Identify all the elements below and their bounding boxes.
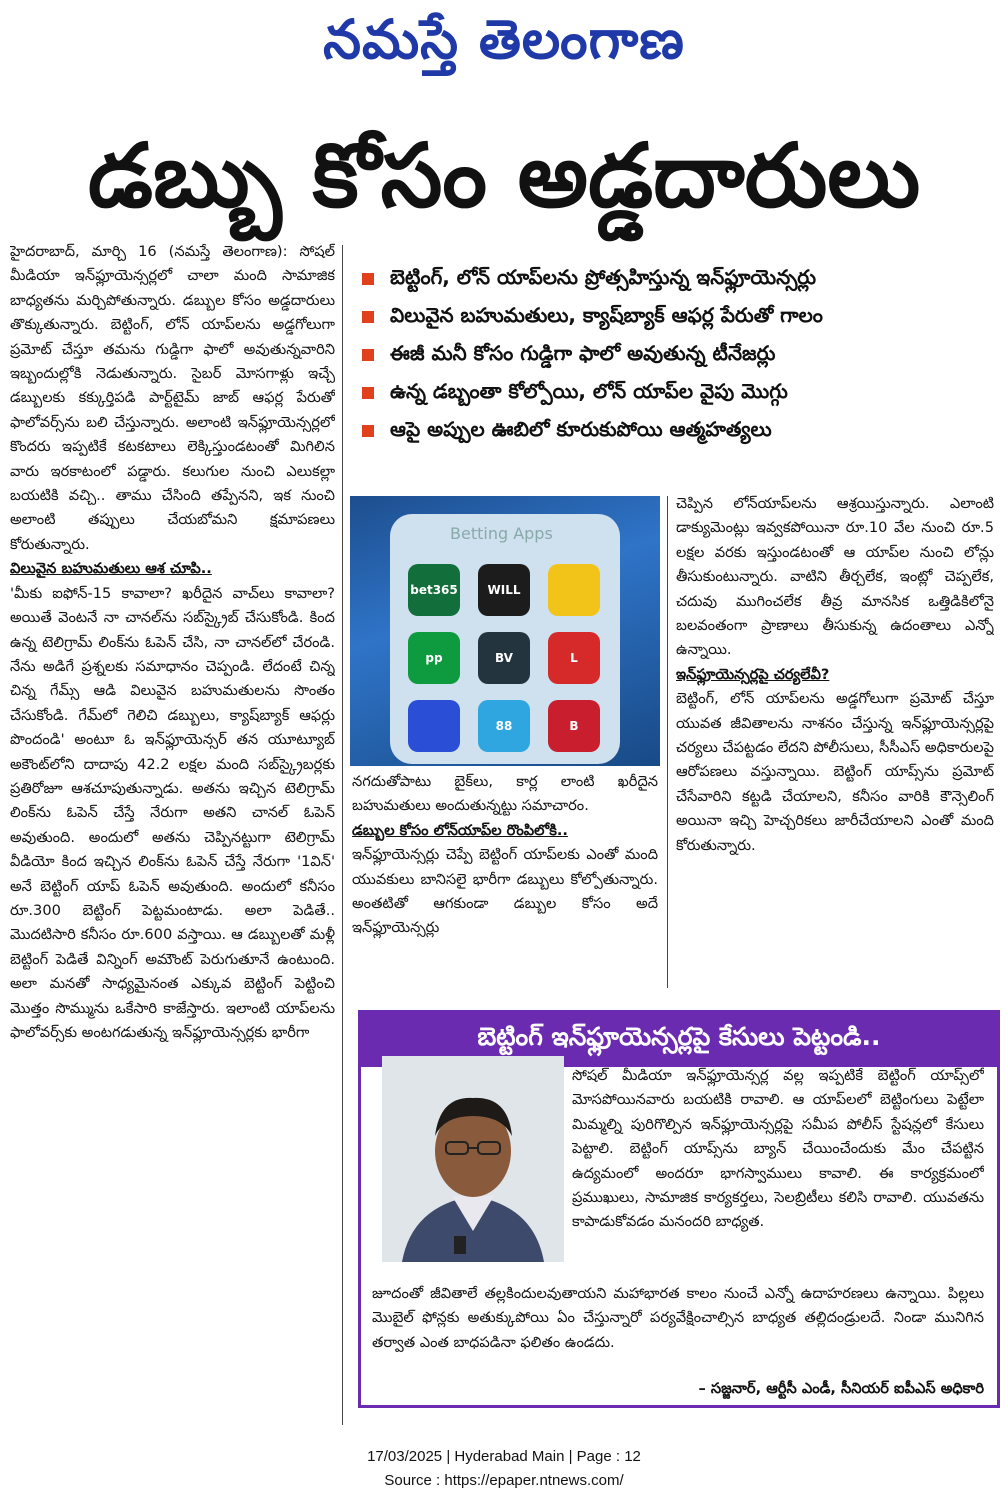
person-photo <box>382 1056 564 1262</box>
masthead-logo: నమస్తే తెలంగాణ <box>323 8 685 71</box>
footer-source: Source : https://epaper.ntnews.com/ <box>384 1472 624 1489</box>
bullet-item: ఈజీ మనీ కోసం గుడ్డిగా ఫాలో అవుతున్న టీనేజర్లు <box>362 336 992 374</box>
phone-screen <box>390 514 620 764</box>
app-icon <box>408 700 460 752</box>
subheading: డబ్బుల కోసం లోన్‌యాప్‌ల రొంపిలోకి.. <box>352 821 568 839</box>
quote-box-title: బెట్టింగ్ ఇన్‌ఫ్లూయెన్సర్లపై కేసులు పెట్టండి.. <box>361 1013 997 1067</box>
betting-apps-photo <box>350 496 660 766</box>
app-icon: 88 <box>478 700 530 752</box>
subheading: ఇన్‌ఫ్లూయెన్సర్లపై చర్యలేవీ? <box>676 665 830 683</box>
column-divider <box>342 245 343 1425</box>
middle-column <box>352 770 658 990</box>
app-icon <box>548 564 600 616</box>
app-icon: pp <box>408 632 460 684</box>
bullet-item: ఆపై అప్పుల ఊబిలో కూరుకుపోయి ఆత్మహత్యలు <box>362 412 992 450</box>
column-divider <box>667 496 668 988</box>
bullet-item: విలువైన బహుమతులు, క్యాష్‌బ్యాక్ ఆఫర్ల పేరుతో గాలం <box>362 298 992 336</box>
app-icon: BV <box>478 632 530 684</box>
bullet-square-icon <box>362 349 374 361</box>
quote-attribution: – సజ్జనార్, ఆర్టీసీ ఎండీ, సీనియర్ ఐపీఎస్ అధికారి <box>698 1380 984 1397</box>
footer-date-edition: 17/03/2025 | Hyderabad Main | Page : 12 <box>367 1448 641 1465</box>
article-paragraph: ఇన్‌ఫ్లూయెన్సర్లు చెప్పే బెట్టింగ్ యాప్‌లకు ఎంతో మంది యువకులు బానిసలై భారీగా డబ్బులు కోల్పోతున్నారు. అంతటితో ఆగకుండా డబ్బుల కోసం అదే ఇన్‌ఫ్లూయెన్సర్లు <box>352 846 658 937</box>
quote-paragraph: సోషల్ మీడియా ఇన్‌ఫ్లూయెన్సర్ల వల్ల ఇప్పటికే బెట్టింగ్ యాప్స్‌లో మోసపోయినవారు బయటికి రావాలి. ఆ యాప్‌లలో బెట్టింగులు పెట్టేలా మిమ్మల్ని పురిగొల్పిన ఇన్‌ఫ్లూయెన్సర్లపై సమీప పోలీస్ స్టేషన్లలో కేసులు పెట్టాలి. బెట్టింగ్ యాప్స్‌ను బ్యాన్ చేయించేందుకు మేం చేపట్టిన ఉద్యమంలో అందరూ భాగస్వాములు కావాలి. ఈ కార్యక్రమంలో ప్రముఖులు, సామాజిక కార్యకర్తలు, సెలబ్రిటీలు కలిసి రావాలి. యువతను కాపాడుకోవడం మనందరి బాధ్యత. <box>572 1067 984 1231</box>
bullet-square-icon <box>362 311 374 323</box>
bullet-square-icon <box>362 273 374 285</box>
app-icon: WILL <box>478 564 530 616</box>
article-paragraph: బెట్టింగ్, లోన్ యాప్‌లను అడ్డగోలుగా ప్రమోట్ చేస్తూ యువత జీవితాలను నాశనం చేస్తున్న ఇన్‌ఫ్లూయెన్సర్లపై చర్యలు చేపట్టడం లేదని పోలీసులు, సీసీఎస్ అధికారులపై ఆరోపణలు వస్తున్నాయి. బెట్టింగ్ యాప్స్‌ను ప్రమోట్ చేసేవారిని కట్టడి చేయాలని, కనీసం వారికి కౌన్సెలింగ్ అయినా ఇచ్చి హెచ్చరికలు జారీచేయాలని ఎంతో మంది కోరుతున్నారు. <box>676 690 994 854</box>
app-icon: L <box>548 632 600 684</box>
subheading: విలువైన బహుమతులు ఆశ చూపి.. <box>10 560 212 578</box>
photo-caption-text: Betting Apps <box>450 524 553 543</box>
quote-text-side <box>572 1064 984 1280</box>
bullet-square-icon <box>362 425 374 437</box>
quote-paragraph: జూదంతో జీవితాలే తల్లకిందులవుతాయని మహాభారత కాలం నుంచే ఎన్నో ఉదాహరణలు ఉన్నాయి. పిల్లలు మొబైల్ ఫోన్లకు అతుక్కుపోయి ఏం చేస్తున్నారో పర్యవేక్షించాల్సిన బాధ్యత తల్లిదండ్రులదే. నిండా మునిగిన తర్వాత ఎంత బాధపడినా ఫలితం ఉండదు. <box>372 1285 984 1351</box>
right-column <box>676 492 994 992</box>
app-icon: bet365 <box>408 564 460 616</box>
person-portrait-icon <box>382 1056 564 1262</box>
bullet-item: బెట్టింగ్, లోన్ యాప్‌లను ప్రోత్సహిస్తున్న ఇన్‌ఫ్లూయెన్సర్లు <box>362 260 992 298</box>
article-paragraph: హైదరాబాద్, మార్చి 16 (నమస్తే తెలంగాణ): సోషల్ మీడియా ఇన్‌ఫ్లూయెన్సర్లలో చాలా మంది సామాజిక బాధ్యతను మర్చిపోతున్నారు. డబ్బుల కోసం అడ్డదారులు తొక్కుతున్నారు. బెట్టింగ్, లోన్ యాప్‌లను అడ్డగోలుగా ప్రమోట్ చేస్తూ తమను గుడ్డిగా ఫాలో అవుతున్నవారిని ఇబ్బందుల్లోకి నెడుతున్నారు. సైబర్ మోసగాళ్లు ఇచ్చే డబ్బులకు కక్కుర్తిపడి పార్ట్‌టైమ్ జాబ్ ఆఫర్ల పేరుతో ఫాలోవర్స్‌ను బలి చేస్తున్నారు. అలాంటి ఇన్‌ఫ్లూయెన్సర్లలో కొందరు ఇప్పటికే కటకటాలు లెక్కిస్తుండటంతో మిగిలిన వారు ఇరకాటంలో పడ్డారు. కలుగుల నుంచి ఎలుకల్లా బయటికి వచ్చి.. తాము చేసింది తప్పేనని, ఇక నుంచి అలాంటి తప్పులు చేయబోమని క్షమాపణలు కోరుతున్నారు. <box>10 243 335 553</box>
bullet-item: ఉన్న డబ్బంతా కోల్పోయి, లోన్ యాప్‌ల వైపు మొగ్గు <box>362 374 992 412</box>
app-icon: B <box>548 700 600 752</box>
left-column <box>10 240 335 1425</box>
article-paragraph: నగదుతోపాటు బైక్‌లు, కార్ల లాంటి ఖరీదైన బహుమతులు అందుతున్నట్టు సమాచారం. <box>352 773 658 815</box>
article-paragraph: చెప్పిన లోన్‌యాప్‌లను ఆశ్రయిస్తున్నారు. ఎలాంటి డాక్యుమెంట్లు ఇవ్వకపోయినా రూ.10 వేల నుంచి రూ.5 లక్షల వరకు ఇస్తుండటంతో ఆ యాప్‌ల నుంచి లోన్లు తీసుకుంటున్నారు. వాటిని తీర్చలేక, ఇంట్లో చెప్పలేక, చదువు ముగించలేక తీవ్ర మానసిక ఒత్తిడికిలోనై బలవంతంగా ప్రాణాలు తీసుకున్న ఉదంతాలు ఎన్నో ఉన్నాయి. <box>676 495 994 659</box>
bullet-list <box>362 260 992 450</box>
headline: డబ్బు కోసం అడ్డదారులు <box>87 124 921 227</box>
article-paragraph: 'మీకు ఐఫోన్-15 కావాలా? ఖరీదైన వాచ్‌లు కావాలా? అయితే వెంటనే నా చానల్‌ను సబ్‌స్క్రైబ్ చేసుకోండి. కింద ఉన్న టెలిగ్రామ్ లింక్‌ను ఓపెన్ చేసి, నా చానల్‌లో చేరండి. నేను అడిగే ప్రశ్నలకు సమాధానం చెప్పండి. లేదంటే చిన్న చిన్న గేమ్స్ ఆడి విలువైన బహుమతులను సొంతం చేసుకోండి. గేమ్‌లో గెలిచి డబ్బులు, క్యాష్‌బ్యాక్ ఆఫర్లు పొందండి' అంటూ ఓ ఇన్‌ఫ్లూయెన్సర్ తన యూట్యూబ్ అకౌంట్‌లోని దాదాపు 42.2 లక్షల మంది సబ్‌స్క్రైబర్లకు ప్రతిరోజూ ఆశచూపుతున్నాడు. అతను ఇచ్చిన టెలిగ్రామ్ లింక్‌ను ఓపెన్ చేస్తే నేరుగా అతని చానల్ ఓపెన్ అవుతుంది. అందులో అతను చెప్పినట్టుగా టెలిగ్రామ్ వీడియో కింద ఇచ్చిన లింక్‌ను ఓపెన్ చేస్తే నేరుగా '1విన్' అనే బెట్టింగ్ యాప్ ఓపెన్ అవుతుంది. అందులో కనీసం రూ.300 బెట్టింగ్ పెట్టమంటాడు. అలా పెడితే.. మొదటిసారి కనీసం రూ.600 వస్తాయి. ఆ డబ్బులతో మళ్లీ బెట్టింగ్ పెడితే విన్నింగ్ అమౌంట్ పెరుగుతూనే ఉంటుంది. అలా మనతో సాధ్యమైనంత ఎక్కువ బెట్టింగ్ పెట్టించి మొత్తం సొమ్మును ఒకేసారి కాజేస్తారు. ఇలాంటి యాప్‌లను ఫాలోవర్స్‌కు అంటగడుతున్న ఇన్‌ఫ్లూయెన్సర్లకు భారీగా <box>10 584 335 1041</box>
bullet-square-icon <box>362 387 374 399</box>
quote-text-full <box>372 1282 984 1382</box>
